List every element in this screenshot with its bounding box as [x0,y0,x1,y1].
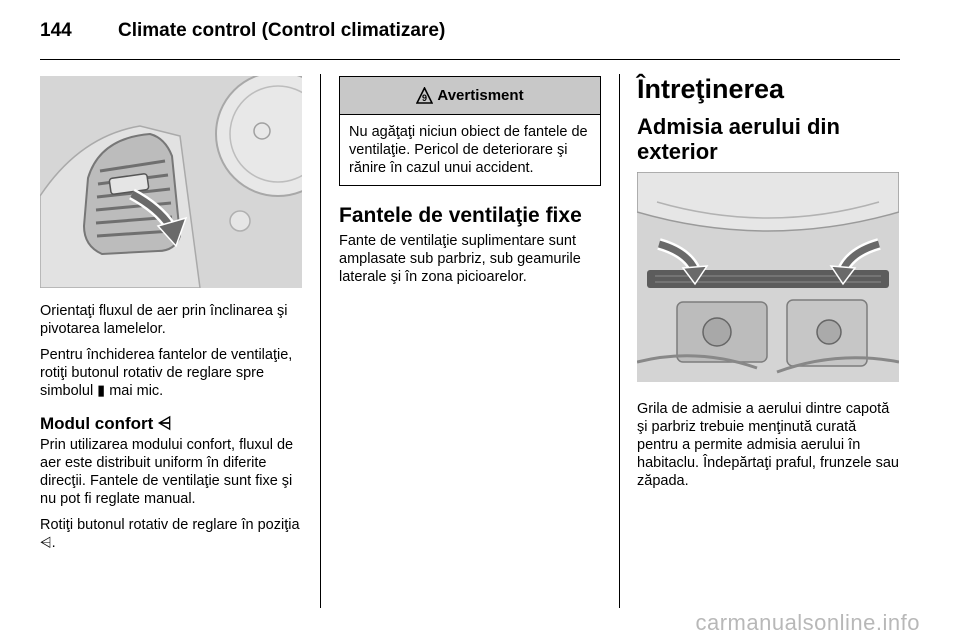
watermark: carmanualsonline.info [695,610,920,635]
warning-triangle-icon [416,87,433,104]
column-left [40,76,302,560]
warning-text: Nu agăţaţi niciun obiect de fantele de ventilaţie. Pericol de deteriorare şi rănire în cazul unui accident. [349,124,588,176]
vent-illustration [40,76,302,288]
engine-bay-illustration [637,172,899,382]
paragraph-air-intake: Grila de admisie a aerului dintre capotă şi parbriz trebuie menţinută curată pentru a permite admisia aerului în habitaclu. Îndepărtaţi praful, frunzele sau zăpada. [637,401,899,489]
column-divider-2 [619,74,620,608]
warning-header [340,77,600,115]
header-divider [40,59,900,60]
column-middle [339,76,601,294]
page-header [40,18,900,58]
paragraph-close-vents: Pentru închiderea fantelor de ventilaţie, rotiţi butonul rotativ de reglare spre simbolul ▮ mai mic. [40,347,293,399]
paragraph-comfort-set: Rotiţi butonul rotativ de reglare în poziţia ⩤. [40,517,300,551]
paragraph-orient-flow: Orientaţi fluxul de aer prin înclinarea şi pivotarea lamelelor. [40,303,288,337]
column-right [637,76,901,498]
page-number: 144 [40,20,72,41]
chapter-title: Climate control (Control climatizare) [118,20,446,41]
warning-box [339,76,601,186]
warning-title: Avertisment [437,87,524,104]
heading-fixed-vents: Fantele de ventilaţie fixe [339,204,582,227]
subheading-comfort-mode: Modul confort ⩤ [40,414,172,433]
paragraph-fixed-vents: Fante de ventilaţie suplimentare sunt amplasate sub parbriz, sub geamurile laterale şi în zona picioarelor. [339,233,581,285]
column-divider-1 [320,74,321,608]
svg-text:9: 9 [422,93,428,103]
paragraph-comfort-desc: Prin utilizarea modului confort, fluxul de aer este distribuit uniform în diferite direcţii. Fantele de ventilaţie sunt fixe şi nu pot fi reglate manual. [40,437,294,507]
heading-maintenance: Întreţinerea [637,74,785,104]
subheading-air-intake: Admisia aerului din exterior [637,114,840,164]
